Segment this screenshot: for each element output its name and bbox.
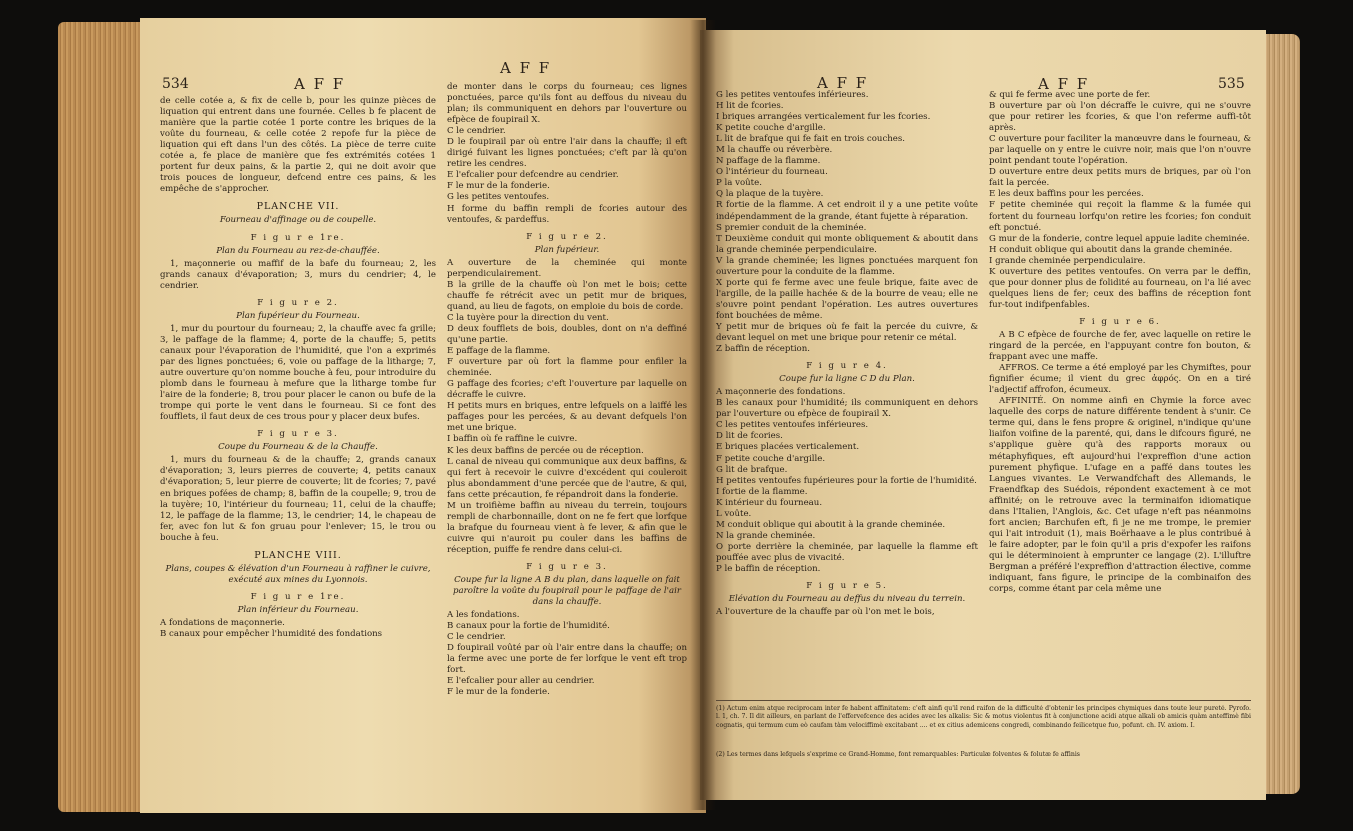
paragraph: B les canaux pour l'humidité; ils communiquent en dehors par l'ouverture ou efpèce de foupirail X. [716, 398, 978, 420]
paragraph: R fortie de la flamme. A cet endroit il y a une petite voûte indépendamment de la grande, étant fujette à réparation. [716, 200, 978, 222]
paragraph: AFFROS. Ce terme a été employé par les Chymiftes, pour fignifier écume; il vient du grec ἀφρός. On en a tiré l'adjectif affrofon, écumeux. [989, 363, 1251, 396]
paragraph: D foupirail voûté par où l'air entre dans la chauffe; on la ferme avec une porte de fer lorfque le vent eft trop fort. [447, 643, 687, 676]
italic-caption: Coupe fur la ligne A B du plan, dans laquelle on fait paroître la voûte du foupirail pour le paffage de l'air dans la chauffe. [452, 575, 682, 608]
paragraph: F ouverture par où fort la flamme pour enfiler la cheminée. [447, 357, 687, 379]
footnote-rule [716, 700, 1251, 701]
footnote-2: (2) Les termes dans lefquels s'exprime ce Grand-Homme, font remarquables: Particulæ folventes & folutæ fe affinis [716, 751, 1080, 758]
paragraph: G mur de la fonderie, contre lequel appuie ladite cheminée. [989, 233, 1250, 244]
paragraph: de monter dans le corps du fourneau; ces lignes ponctuées, parce qu'ils font au deffous du niveau du plan; ils communiquent en dehors par l'ouverture ou efpèce de foupirail X. [447, 82, 687, 126]
italic-caption: Plan fupérieur du Fourneau. [236, 310, 360, 321]
paragraph: A fondations de maçonnerie. [160, 617, 285, 628]
paragraph: S premier conduit de la cheminée. [716, 222, 867, 233]
paragraph: Z baffin de réception. [716, 344, 811, 355]
paragraph: B canaux pour la fortie de l'humidité. [447, 621, 610, 632]
running-head-left-1: A F F [294, 75, 346, 93]
paragraph: C ouverture pour faciliter la manœuvre dans le fourneau, & par laquelle on y entre le cuivre noir, mais que l'on n'ouvre point pendant toute l'opération. [989, 134, 1251, 167]
paragraph: AFFINITÉ. On nomme ainfi en Chymie la force avec laquelle des corps de nature différente tendent à s'unir. Ce terme qui, dans le fens propre & originel, n'indique qu'une liaifon voifine de la parenté, qui, dans le difcours figuré, ne s'applique guère qu'à des rapports moraux ou métaphyfiques, eft aujourd'hui l'expreffion d'une action purement phyfique. L'ufage en a paffé dans toutes les Langues vivantes. Le Verwandfchaft des Allemands, le Fraendfkap des Suédois, répondent exactement à ce mot affinité; on le retrouve avec la terminaifon idiomatique dans l'Italien, l'Anglois, &c. Cet ufage n'eft pas néanmoins fort ancien; Barchufen eft, fi je ne me trompe, le premier qui l'ait introduit (1), mais Boërhaave a le plus contribué à le faire adopter, par le foin qu'il a pris d'expofer les raifons qui le déterminoient à emprunter ce langage (2). L'illuftre Bergman a préféré l'expreffion d'attraction élective, comme indiquant, fans figure, le principe de la combinaifon des corps, comme étant par cela même une [989, 396, 1251, 595]
paragraph: H forme du baffin rempli de fcories autour des ventoufes, & pardeffus. [447, 203, 687, 225]
paragraph: M un troifième baffin au niveau du terrein, toujours rempli de charbonnaille, dont on ne fe fert que lorfque la brafque du fourneau vient à fe lever, & afin que le cuivre qui n'auroit pu couler dans les baffins de réception, puiffe fe rendre dans celui-ci. [447, 500, 687, 555]
paragraph: F petite couche d'argille. [716, 453, 826, 464]
left-page-column-1 [160, 96, 436, 796]
paragraph: O l'intérieur du fourneau. [716, 167, 828, 178]
paragraph: K intérieur du fourneau. [716, 497, 823, 508]
paragraph: T Deuxième conduit qui monte obliquement & aboutit dans la grande cheminée perpendiculaire. [716, 233, 978, 255]
italic-caption: Plan inférieur du Fourneau. [237, 604, 359, 615]
paragraph: F petite cheminée qui reçoit la flamme & la fumée qui fortent du fourneau lorfqu'on retire les fcories; fon conduit eft ponctué. [989, 200, 1251, 233]
paragraph: N la grande cheminée. [716, 530, 816, 541]
paragraph: O porte derrière la cheminée, par laquelle la flamme eft pouffée avec plus de vivacité. [716, 541, 978, 563]
running-head-left-2: A F F [500, 59, 552, 77]
paragraph: F le mur de la fonderie. [447, 181, 550, 192]
paragraph: K les deux baffins de percée ou de réception. [447, 445, 644, 456]
paragraph: E paffage de la flamme. [447, 346, 551, 357]
figure-heading: F i g u r e 3. [526, 561, 608, 572]
figure-heading: F i g u r e 5. [806, 581, 888, 592]
paragraph: P le baffin de réception. [716, 563, 821, 574]
paragraph: B la grille de la chauffe où l'on met le bois; cette chauffe fe rétrécit avec un petit mur de briques, quand, au lieu de fagots, on emploie du bois de corde. [447, 279, 687, 312]
paragraph: Y petit mur de briques où fe fait la percée du cuivre, & devant lequel on met une brique pour retenir ce métal. [716, 321, 978, 344]
paragraph: & qui fe ferme avec une porte de fer. [989, 90, 1151, 100]
paragraph: G paffage des fcories; c'eft l'ouverture par laquelle on décraffe le cuivre. [447, 379, 687, 401]
paragraph: A les fondations. [447, 610, 520, 621]
paragraph: H petits murs en briques, entre lefquels on a laiffé les paffages pour les percées, & au devant defquels l'on met une brique. [447, 401, 687, 434]
paragraph: C la tuyère pour la direction du vent. [447, 312, 609, 323]
paragraph: A B C efpèce de fourche de fer, avec laquelle on retire le ringard de la percée, en l'appuyant contre fon bouton, & frappant avec une maffe. [989, 329, 1251, 363]
paragraph: G les petites ventoufes. [447, 192, 550, 203]
italic-caption: Coupe fur la ligne C D du Plan. [779, 374, 915, 385]
left-page-column-2 [447, 82, 687, 788]
footnote-1: (1) Actum enim atque reciprocam inter fe habent affinitatem: c'eft ainfi qu'il rend raifon de la difficulté d'obtenir les principes chymiques dans toute leur pureté. Pyrofo. l. 1, ch. 7. Il dit ailleurs, en parlant de l'effervefcence des acides avec les alkalis: Sic & motus violentus fit à conjunctione acidi atque alkali ob amicis quàm anteffimè fibi cognatis, qui termum cum eò caufam tàm velociffimè excitabant .... et ex citius ademicens congredi, combinando feilicetque fuo, pofunt. ch. IV. axiom. I. [716, 705, 1251, 729]
page-number-left: 534 [162, 76, 189, 92]
paragraph: E l'efcalier pour aller au cendrier. [447, 676, 595, 687]
running-head-right-2: A F F [1038, 75, 1090, 93]
paragraph: V la grande cheminée; les lignes ponctuées marquent fon ouverture pour la conduite de la flamme. [716, 255, 978, 277]
paragraph: P la voûte. [716, 178, 762, 189]
paragraph: 1, murs du fourneau & de la chauffe; 2, grands canaux d'évaporation; 3, leurs pierres de couverte; 4, petits canaux d'évaporation; 5, leur pierre de couverte; lit de fcories; 7, pavé en briques pofées de champ; 8, baffin de la coupelle; 9, trou de la tuyère; 10, l'intérieur du fourneau; 11, celui de la chauffe; 12, le paffage de la flamme; 13, le cendrier; 14, le chapeau de fer, avec fon lut & fon gruau pour l'enlever; 15, le trou ou bouche à feu. [160, 455, 436, 543]
paragraph: M la chauffe ou réverbère. [716, 145, 833, 156]
italic-caption: Fourneau d'affinage ou de coupelle. [219, 215, 377, 226]
paragraph: H lit de fcories. [716, 101, 784, 112]
book-page-edges-right [1262, 34, 1300, 794]
paragraph: L voûte. [716, 508, 752, 519]
paragraph: D deux foufflets de bois, doubles, dont on n'a deffiné qu'une partie. [447, 323, 687, 346]
paragraph: G lit de brafque. [716, 464, 788, 475]
paragraph: B canaux pour empêcher l'humidité des fondations [160, 629, 383, 640]
plate-heading: PLANCHE VIII. [254, 549, 342, 561]
paragraph: C les petites ventoufes inférieures. [716, 420, 869, 431]
paragraph: Q la plaque de la tuyère. [716, 189, 824, 200]
paragraph: I grande cheminée perpendiculaire. [989, 255, 1146, 266]
paragraph: A maçonnerie des fondations. [716, 387, 846, 398]
paragraph: A ouverture de la cheminée qui monte perpendiculairement. [447, 257, 687, 279]
paragraph: E les deux baffins pour les percées. [989, 189, 1144, 200]
paragraph: C le cendrier. [447, 632, 506, 643]
figure-heading: F i g u r e 4. [806, 361, 888, 372]
right-page-column-2 [989, 90, 1251, 692]
italic-caption: Elévation du Fourneau au deffus du niveau du terrein. [728, 594, 966, 605]
paragraph: F le mur de la fonderie. [447, 687, 550, 698]
paragraph: E l'efcalier pour defcendre au cendrier. [447, 170, 619, 181]
paragraph: G les petites ventoufes inférieures. [716, 90, 869, 100]
paragraph: K ouverture des petites ventoufes. On verra par le deffin, que pour donner plus de folidité au fourneau, on l'a lié avec quelques liens de fer; ceux des baffins de réception font fur-tout indifpenfables. [989, 266, 1251, 310]
paragraph: C le cendrier. [447, 126, 506, 137]
figure-heading: F i g u r e 1re. [250, 591, 346, 602]
paragraph: B ouverture par où l'on décraffe le cuivre, qui ne s'ouvre que pour retirer les fcories, & que l'on referme auffi-tôt après. [989, 101, 1251, 134]
paragraph: de celle cotée a, & fix de celle b, pour les quinze pièces de liquation qui entrent dans une fournée. Celles b fe placent de manière que la partie cotée 1 porte contre les briques de la voûte du fourneau, & celle cotée 2 repofe fur la pièce de liquation qui eft dans l'un des côtés. La pièce de terre cuite cotée a, fe place de manière que fes extrémités cotées 1 portent fur deux pains, & la partie 2, qui ne doit avoir que trois pouces de longueur, defcend entre ces pains, & les empêche de s'approcher. [160, 96, 436, 195]
paragraph: E briques placées verticalement. [716, 442, 860, 453]
paragraph: D le foupirail par où entre l'air dans la chauffe; il eft dirigé fuivant les lignes ponctuées; c'eft par là qu'on retire les cendres. [447, 137, 687, 170]
paragraph: H conduit oblique qui aboutit dans la grande cheminée. [989, 244, 1233, 255]
italic-caption: Plans, coupes & élévation d'un Fourneau à raffiner le cuivre, exécuté aux mines du Lyonnois. [165, 563, 431, 585]
figure-heading: F i g u r e 2. [257, 297, 339, 308]
italic-caption: Plan fupérieur. [534, 244, 600, 255]
paragraph: L canal de niveau qui communique aux deux baffins, & qui fert à recevoir le cuivre d'excédent qui couleroit plus abondamment d'une percée que de l'autre, & qui, fans cette précaution, fe répandroit dans la fonderie. [447, 456, 687, 500]
paragraph: I briques arrangées verticalement fur les fcories. [716, 112, 931, 123]
paragraph: D ouverture entre deux petits murs de briques, par où l'on fait la percée. [989, 167, 1251, 189]
paragraph: M conduit oblique qui aboutit à la grande cheminée. [716, 519, 946, 530]
paragraph: A l'ouverture de la chauffe par où l'on met le bois, [716, 607, 935, 618]
paragraph: 1, mur du pourtour du fourneau; 2, la chauffe avec fa grille; 3, le paffage de la flamme; 4, porte de la chauffe; 5, petits canaux pour l'évaporation de l'humidité, que l'on a exprimés par des lignes ponctuées; 6, voie ou paffage de la litharge; 7, autre ouverture qu'on nomme bouche à feu, pour introduire du plomb dans le fourneau à mefure que la litharge tombe fur l'aire de la fonderie; 8, trou pour placer le canon ou bufe de la trompe qui porte le vent dans le fourneau. Si ce font des foufflets, il faut deux de ces trous pour y placer deux bufes. [160, 323, 436, 423]
right-page-column-1 [716, 90, 978, 692]
italic-caption: Coupe du Fourneau & de la Chauffe. [218, 442, 378, 453]
figure-heading: F i g u r e 2. [526, 231, 608, 242]
paragraph: N paffage de la flamme. [716, 156, 821, 167]
paragraph: 1, maçonnerie ou maffif de la bafe du fourneau; 2, les grands canaux d'évaporation; 3, murs du cendrier; 4, le cendrier. [160, 258, 436, 291]
paragraph: I baffin où fe raffine le cuivre. [447, 434, 578, 445]
paragraph: H petites ventoufes fupérieures pour la fortie de l'humidité. [716, 475, 977, 486]
page-number-right: 535 [1218, 76, 1245, 92]
book-page-edges-left [58, 22, 142, 812]
figure-heading: F i g u r e 6. [1079, 316, 1161, 327]
paragraph: X porte qui fe ferme avec une feule brique, faite avec de l'argille, de la paille hachée & de la bourre de veau; elle ne s'ouvre point pendant l'opération. Les autres ouvertures font bouchées de même. [716, 277, 978, 321]
figure-heading: F i g u r e 3. [257, 429, 339, 440]
italic-caption: Plan du Fourneau au rez-de-chauffée. [216, 245, 380, 256]
paragraph: I fortie de la flamme. [716, 486, 808, 497]
figure-heading: F i g u r e 1re. [250, 232, 346, 243]
running-head-right-1: A F F [817, 74, 869, 92]
paragraph: D lit de fcories. [716, 431, 783, 442]
book-gutter [690, 20, 716, 810]
paragraph: L lit de brafque qui fe fait en trois couches. [716, 134, 906, 145]
paragraph: K petite couche d'argille. [716, 123, 826, 134]
plate-heading: PLANCHE VII. [256, 201, 340, 213]
